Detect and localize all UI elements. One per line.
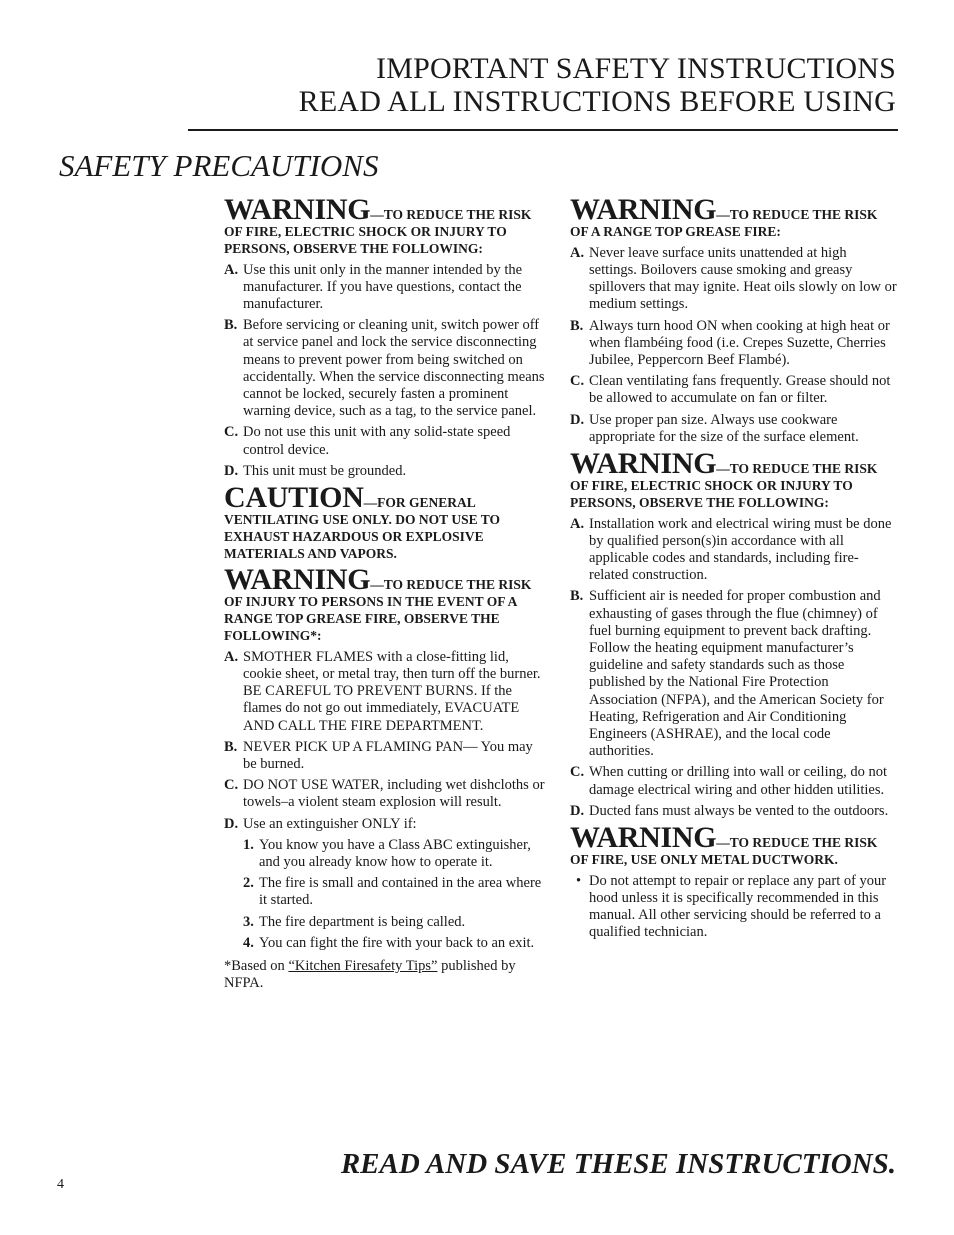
list-item: D. This unit must be grounded. bbox=[224, 462, 407, 479]
warning-heading bbox=[224, 193, 546, 258]
list-item: B. Before servicing or cleaning unit, switch power off at service panel and lock the service disconnecting means to prevent power from being switched on accidentally. When the service disconnecting means cannot be locked, securely fasten a prominent warning device, such as a tag, to the service panel. bbox=[224, 317, 545, 420]
sub-list-item: 2. The fire is small and contained in the area where it started. bbox=[243, 875, 542, 909]
warning-block-fire-shock bbox=[224, 193, 546, 480]
caution-heading bbox=[224, 481, 546, 562]
list-item: C. Clean ventilating fans frequently. Grease should not be allowed to accumulate on fan or filter. bbox=[570, 373, 891, 407]
warning-heading bbox=[570, 447, 898, 512]
footer-title: READ AND SAVE THESE INSTRUCTIONS. bbox=[340, 1148, 896, 1180]
warning-heading-text: —TO REDUCE THE RISK OF A RANGE TOP GREASE FIRE: bbox=[570, 207, 878, 239]
list-item: D. Use an extinguisher ONLY if: bbox=[224, 815, 417, 832]
warning-block-range-top bbox=[570, 193, 898, 446]
caution-block bbox=[224, 481, 546, 562]
warning-keyword: WARNING bbox=[224, 563, 371, 597]
right-column bbox=[570, 193, 898, 946]
list-item: C. Do not use this unit with any solid-state speed control device. bbox=[224, 424, 511, 458]
list-item: A. Installation work and electrical wiring must be done by qualified person(s)in accordance with all applicable codes and standards, including fire-related construction. bbox=[570, 515, 892, 584]
warning-heading-text: —TO REDUCE THE RISK OF FIRE, ELECTRIC SHOCK OR INJURY TO PERSONS, OBSERVE THE FOLLOWING: bbox=[570, 461, 878, 510]
sub-list-item: 4. You can fight the fire with your back to an exit. bbox=[243, 934, 535, 951]
warning-heading-text: —TO REDUCE THE RISK OF INJURY TO PERSONS IN THE EVENT OF A RANGE TOP GREASE FIRE, OBSERVE THE FOLLOWING*: bbox=[224, 577, 532, 644]
list-item: D. Ducted fans must always be vented to the outdoors. bbox=[570, 802, 889, 819]
warning-keyword: WARNING bbox=[570, 193, 717, 226]
list-item: D. Use proper pan size. Always use cookware appropriate for the size of the surface element. bbox=[570, 411, 859, 445]
header-line-1: IMPORTANT SAFETY INSTRUCTIONS bbox=[376, 52, 896, 85]
header-line-2: READ ALL INSTRUCTIONS BEFORE USING bbox=[298, 85, 896, 118]
page-header bbox=[299, 52, 896, 118]
warning-keyword: WARNING bbox=[224, 193, 371, 226]
sub-list-item: 3. The fire department is being called. bbox=[243, 913, 466, 930]
sub-list-item: 1. You know you have a Class ABC extinguisher, and you already know how to operate it. bbox=[243, 836, 531, 871]
list-item: B. NEVER PICK UP A FLAMING PAN— You may be burned. bbox=[224, 738, 533, 773]
warning-heading-text: —TO REDUCE THE RISK OF FIRE, USE ONLY METAL DUCTWORK. bbox=[570, 835, 878, 868]
list-item: B. Always turn hood ON when cooking at high heat or when flambéing food (i.e. Crepes Suzette, Cherries Jubilee, Peppercorn Beef Flambé). bbox=[570, 317, 890, 369]
section-title: SAFETY PRECAUTIONS bbox=[59, 148, 379, 183]
page-number: 4 bbox=[57, 1177, 64, 1192]
list-item: A. Use this unit only in the manner intended by the manufacturer. If you have questions, contact the manufacturer. bbox=[224, 261, 523, 312]
list-item: B. Sufficient air is needed for proper combustion and exhausting of gases through the flue (chimney) of fuel burning equipment to prevent back drafting. Follow the heating equipment manufacturer’s guideline and safety standards such as those published by the National Fire Protection Association (NFPA), and the American Society for Heating, Refrigeration and Air Conditioning Engineers (ASHRAE), and the local code authorities. bbox=[570, 588, 884, 760]
warning-heading bbox=[570, 821, 898, 869]
warning-block-ductwork bbox=[570, 821, 898, 942]
caution-heading-text: —FOR GENERAL VENTILATING USE ONLY. DO NOT USE TO EXHAUST HAZARDOUS OR EXPLOSIVE MATERIALS AND VAPORS. bbox=[224, 495, 500, 561]
footnote: *Based on “Kitchen Firesafety Tips” published by NFPA. bbox=[224, 958, 516, 992]
list-item: C. DO NOT USE WATER, including wet dishcloths or towels–a violent steam explosion will result. bbox=[224, 777, 545, 811]
list-item: A. SMOTHER FLAMES with a close-fitting lid, cookie sheet, or metal tray, then turn off the burner. BE CAREFUL TO PREVENT BURNS. If the flames do not go out immediately, EVACUATE AND CALL THE FIRE DEPARTMENT. bbox=[224, 648, 541, 734]
caution-keyword: CAUTION bbox=[224, 481, 364, 515]
warning-block-grease-fire bbox=[224, 563, 546, 992]
left-column bbox=[224, 193, 546, 992]
warning-heading bbox=[570, 193, 898, 241]
list-item: C. When cutting or drilling into wall or ceiling, do not damage electrical wiring and other hidden utilities. bbox=[570, 764, 888, 798]
footnote-source-title: “Kitchen Firesafety Tips” bbox=[288, 958, 438, 975]
bullet-item: • Do not attempt to repair or replace any part of your hood unless it is specifically recommended in this manual. All other servicing should be referred to a qualified technician. bbox=[576, 872, 887, 941]
warning-keyword: WARNING bbox=[570, 821, 717, 855]
warning-keyword: WARNING bbox=[570, 447, 717, 481]
header-rule bbox=[188, 129, 898, 131]
warning-heading bbox=[224, 563, 546, 644]
list-item: A. Never leave surface units unattended at high settings. Boilovers cause smoking and greasy spillovers that may ignite. Heat oils slowly on low or medium settings. bbox=[570, 244, 897, 313]
warning-heading-text: —TO REDUCE THE RISK OF FIRE, ELECTRIC SHOCK OR INJURY TO PERSONS, OBSERVE THE FOLLOWING: bbox=[224, 207, 532, 256]
bullet-icon: • bbox=[576, 872, 582, 889]
warning-block-installation bbox=[570, 447, 898, 820]
